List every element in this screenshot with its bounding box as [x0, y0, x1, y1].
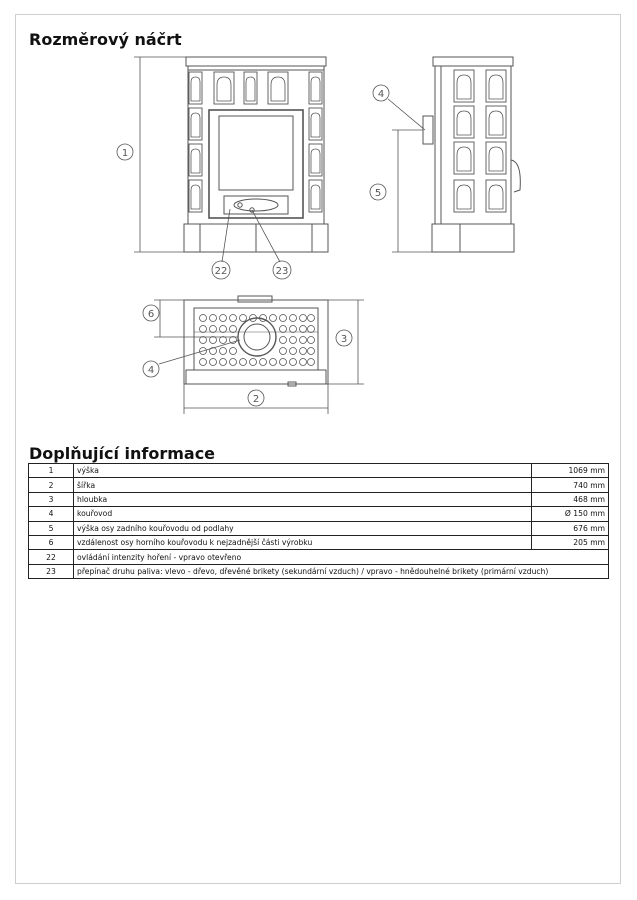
- table-row: [29, 464, 609, 478]
- row-label: vzdálenost osy horního kouřovodu k nejzadnější části výrobku: [74, 535, 532, 549]
- row-number: 1: [29, 464, 74, 478]
- side-view: [423, 57, 520, 252]
- row-number: 23: [29, 564, 74, 578]
- table-row: [29, 550, 609, 564]
- callout-6: 6: [147, 309, 155, 320]
- row-label: výška: [74, 464, 532, 478]
- spec-table: [28, 463, 609, 579]
- callout-23: 23: [275, 266, 289, 277]
- table-row: [29, 564, 609, 578]
- row-value: 740 mm: [532, 478, 609, 492]
- row-label: ovládání intenzity hoření - vpravo otevřeno: [74, 550, 609, 564]
- table-row: [29, 535, 609, 549]
- callout-1: 1: [121, 148, 129, 159]
- row-label: kouřovod: [74, 507, 532, 521]
- table-row: [29, 507, 609, 521]
- row-value: 1069 mm: [532, 464, 609, 478]
- row-value: Ø 150 mm: [532, 507, 609, 521]
- row-number: 6: [29, 535, 74, 549]
- callout-2: 2: [252, 394, 260, 405]
- top-view: [184, 296, 328, 386]
- row-label: výška osy zadního kouřovodu od podlahy: [74, 521, 532, 535]
- table-row: [29, 492, 609, 506]
- row-number: 3: [29, 492, 74, 506]
- row-value: 676 mm: [532, 521, 609, 535]
- table-row: [29, 521, 609, 535]
- row-value: 468 mm: [532, 492, 609, 506]
- info-heading: Doplňující informace: [29, 444, 216, 463]
- sketch-heading: Rozměrový náčrt: [29, 30, 182, 49]
- dimension-drawing: [0, 50, 637, 420]
- callout-4-top: 4: [147, 365, 155, 376]
- callout-4-side: 4: [377, 89, 385, 100]
- front-view: [184, 57, 328, 252]
- row-number: 2: [29, 478, 74, 492]
- callout-3: 3: [340, 334, 348, 345]
- row-number: 22: [29, 550, 74, 564]
- table-row: [29, 478, 609, 492]
- row-label: přepínač druhu paliva: vlevo - dřevo, dřevěné brikety (sekundární vzduch) / vpravo - hnědouhelné brikety (primární vzduch): [74, 564, 609, 578]
- row-value: 205 mm: [532, 535, 609, 549]
- callout-22: 22: [214, 266, 228, 277]
- row-label: šířka: [74, 478, 532, 492]
- row-number: 5: [29, 521, 74, 535]
- callout-5: 5: [374, 188, 382, 199]
- row-label: hloubka: [74, 492, 532, 506]
- row-number: 4: [29, 507, 74, 521]
